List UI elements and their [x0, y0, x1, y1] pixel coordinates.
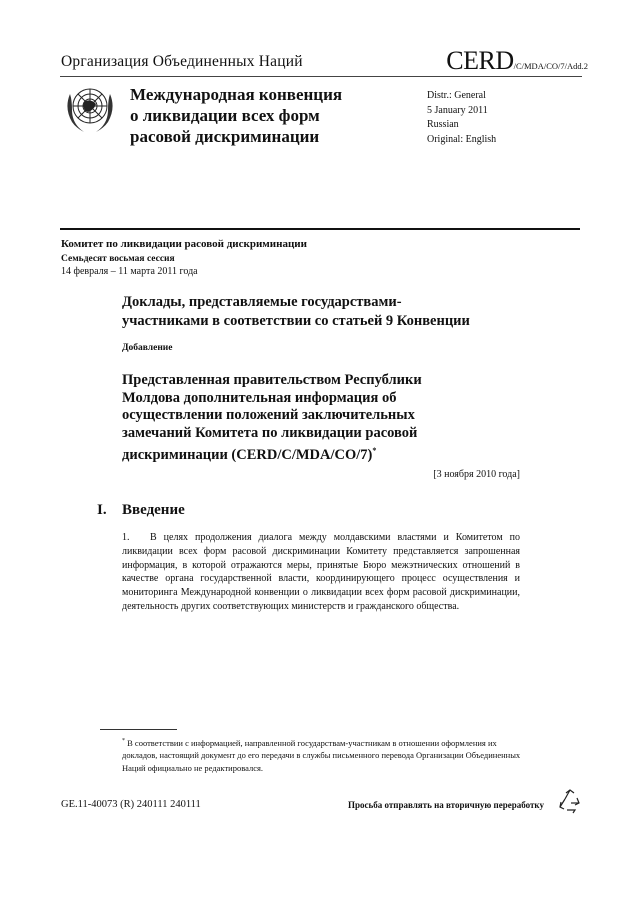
recycle-notice: Просьба отправлять на вторичную переработку	[348, 800, 544, 810]
submitted-title-text: дискриминации (CERD/C/MDA/CO/7)	[122, 446, 373, 463]
paragraph-number: 1.	[122, 532, 130, 543]
section-title: Введение	[122, 502, 185, 518]
organization-name: Организация Объединенных Наций	[61, 53, 303, 70]
un-emblem-icon	[62, 80, 118, 136]
submission-date: [3 ноября 2010 года]	[433, 469, 520, 480]
reports-title-line: Доклады, представляемые государствами-	[122, 294, 402, 310]
distr-original: Original: English	[427, 133, 497, 145]
job-number: GE.11-40073 (R) 240111 240111	[61, 799, 201, 810]
session-name: Семьдесят восьмая сессия	[61, 254, 175, 264]
reports-title-line: участниками в соответствии со статьей 9 Конвенции	[122, 312, 470, 329]
header-rule	[60, 76, 582, 77]
distribution-block	[427, 89, 496, 147]
session-dates: 14 февраля – 11 марта 2011 года	[61, 266, 198, 277]
footnote-marker: *	[122, 738, 125, 744]
submitted-title-line: Молдова дополнительная информация об	[122, 389, 397, 406]
submitted-title-line	[122, 442, 422, 464]
distr-general: Distr.: General	[427, 90, 486, 101]
submitted-title-line: замечаний Комитета по ликвидации расовой	[122, 424, 418, 441]
committee-name: Комитет по ликвидации расовой дискриминации	[61, 238, 307, 250]
convention-title	[130, 84, 342, 147]
submitted-title-line: осуществлении положений заключительных	[122, 407, 415, 423]
symbol-suffix: /C/MDA/CO/7/Add.2	[513, 61, 588, 71]
convention-title-line: Международная конвенция	[130, 85, 343, 104]
recycle-icon	[557, 788, 583, 814]
document-symbol	[446, 46, 588, 76]
footnote-rule	[100, 729, 177, 730]
addendum-label: Добавление	[122, 343, 173, 353]
masthead-rule	[60, 228, 580, 230]
symbol-main: CERD	[446, 46, 514, 75]
submitted-title-line: Представленная правительством Республики	[122, 372, 422, 388]
reports-title	[122, 293, 470, 330]
footnote	[122, 735, 522, 774]
convention-title-line: о ликвидации всех форм	[130, 106, 320, 125]
submitted-title	[122, 372, 422, 464]
footnote-marker[interactable]: *	[372, 446, 377, 455]
distr-language: Russian	[427, 119, 459, 130]
section-number: I.	[97, 502, 107, 518]
paragraph	[122, 531, 520, 614]
footnote-text: В соответствии с информацией, направленной государствам-участникам в отношении оформления их докладов, настоящий документ до его передачи в службы письменного перевода Организации Объединенных Наций официально не редактировался.	[122, 737, 521, 773]
distr-date: 5 January 2011	[427, 104, 488, 116]
paragraph-text: В целях продолжения диалога между молдавскими властями и Комитетом по ликвидации всех форм расовой дискриминации Комитету представляется запрошенная информация, в которой отражаются меры, принятые Бюро межэтнических отношений в качестве органа государственной власти, координирующего процесс осуществления и мониторинга Международной конвенции о ликвидации всех форм расовой дискриминации, деятельность других соответствующих министерств и гражданского общества.	[122, 532, 520, 612]
convention-title-line: расовой дискриминации	[130, 127, 320, 146]
